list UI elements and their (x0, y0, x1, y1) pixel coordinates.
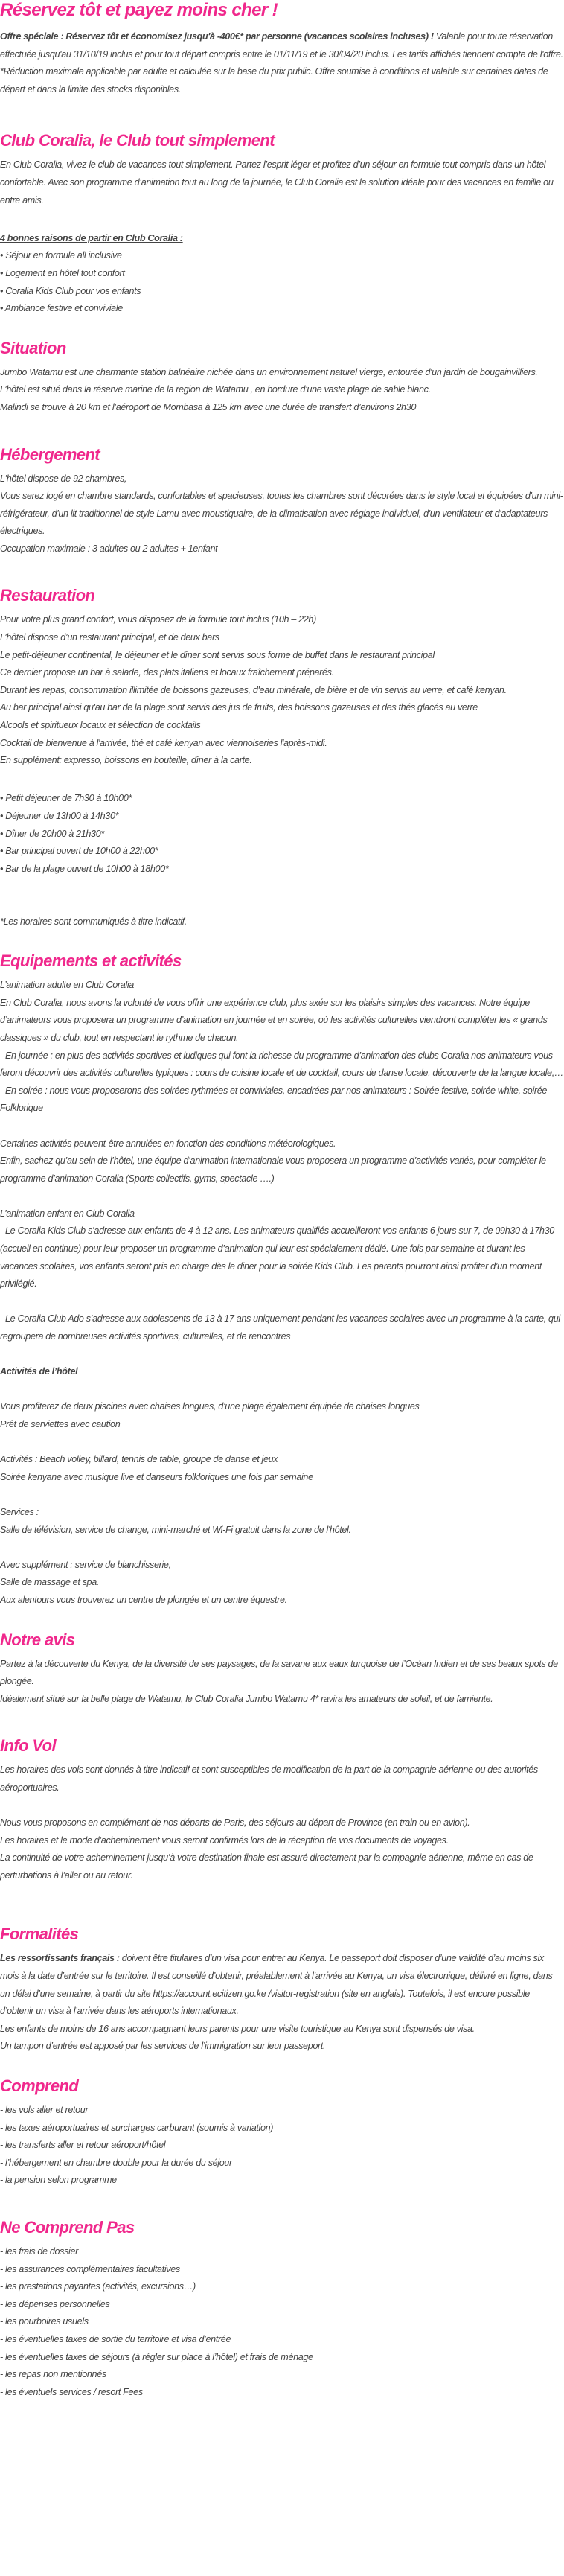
avis-line: Partez à la découverte du Kenya, de la diversité de ses paysages, de la savane aux eaux turquoise de l’Océan Indien et de ses beaux spots de plongée. (0, 1658, 558, 1687)
avis-section (0, 1629, 564, 1709)
club-title: Club Coralia, le Club tout simplement (0, 131, 275, 150)
offer-section (0, 0, 564, 98)
hebergement-section (0, 444, 564, 558)
list-item: • Logement en hôtel tout confort (0, 267, 125, 278)
equipements-kids-text: - Le Coralia Kids Club s’adresse aux enfants de 4 à 12 ans. Les animateurs qualifiés accueilleront vos enfants 6 jours sur 7, de 09h30 à 17h30 (accueil en continue) pour leur proposer un programme d’animation qui leur est spécialement dédié. Une fois par semaine et durant les vacances scolaires, vos enfants seront pris en charge dès le diner pour la soirée Kids Club. Les parents pourront ainsi profiter d’un moment privilégié. (0, 1225, 554, 1289)
restauration-line: Durant les repas, consommation illimitée de boissons gazeuses, d'eau minérale, de bière et de vin servis au verre, et café kenyan. (0, 684, 507, 695)
avis-line: Idéalement situé sur la belle plage de Watamu, le Club Coralia Jumbo Watamu 4* ravira les amateurs de soleil, et de farniente. (0, 1693, 493, 1704)
list-item: • Bar principal ouvert de 10h00 à 22h00* (0, 846, 158, 857)
offer-title: Réservez tôt et payez moins cher ! (0, 0, 278, 20)
ne-comprend-pas-section (0, 2216, 564, 2401)
infovol-line: La continuité de votre acheminement jusqu’à votre destination finale est assuré directement par la compagnie aérienne, même en cas de perturbations à l’aller ou au retour. (0, 1852, 533, 1881)
equipements-services-line: Services : (0, 1506, 39, 1517)
comprend-title: Comprend (0, 2076, 79, 2096)
equipements-adult-title: L’animation adulte en Club Coralia (0, 980, 134, 991)
equipements-supplement-line: Avec supplément : service de blanchisserie, (0, 1559, 171, 1570)
restauration-title: Restauration (0, 586, 95, 605)
offer-bold-lead: Offre spéciale : Réservez tôt et économisez jusqu'à -400€* par personne (vacances scolaires incluses) ! (0, 31, 434, 42)
list-item: • Bar de la plage ouvert de 10h00 à 18h00* (0, 863, 169, 874)
restauration-hours-list (0, 790, 564, 878)
comprend-section (0, 2075, 564, 2190)
formalites-section (0, 1923, 564, 2056)
hebergement-line: Occupation maximale : 3 adultes ou 2 adultes + 1enfant (0, 543, 218, 554)
comprend-list (0, 2102, 564, 2190)
restauration-line: L’hôtel dispose d’un restaurant principal, et de deux bars (0, 632, 219, 643)
equipements-activities-line: Soirée kenyane avec musique live et danseurs folkloriques une fois par semaine (0, 1471, 313, 1482)
equipements-adult-line: - En journée : en plus des activités sportives et ludiques qui font la richesse du programme d’animation des clubs Coralia nos animateurs vous feront découvrir des activités culturelles typiques : cours de cuisine locale et de cocktail, cours de danse locale, découverte de la langue locale,… (0, 1050, 564, 1079)
situation-section (0, 337, 564, 417)
offer-footnote: *Réduction maximale applicable par adulte et calculée sur la base du prix public. Offre soumise à conditions et valable sur certaines dates de départ et dans la limite des stocks disponibles. (0, 66, 548, 95)
equipements-activities-line: Activités : Beach volley, billard, tennis de table, groupe de danse et jeux (0, 1454, 278, 1465)
list-item: - les assurances complémentaires facultatives (0, 2263, 180, 2274)
formalites-bold-lead: Les ressortissants français : (0, 1953, 120, 1964)
equipements-pool-line: Prêt de serviettes avec caution (0, 1419, 121, 1429)
club-section (0, 130, 564, 317)
list-item: - l’hébergement en chambre double pour la durée du séjour (0, 2157, 232, 2168)
list-item: - les pourboires usuels (0, 2316, 89, 2327)
formalites-body: doivent être titulaires d’un visa pour entrer au Kenya. Le passeport doit disposer d’une validité d’au moins six mois à la date d’entrée sur le territoire. Il est conseillé d’obtenir, préalablement à l’arrivée au Kenya, un visa électronique, délivré en ligne, dans un délai d’une semaine, à partir du site https://account.ecitizen.go.ke /visitor-registration (site en anglais). Toutefois, il est encore possible d’obtenir un visa à l’arrivée dans les aéroports internationaux. (0, 1953, 553, 2017)
equipements-pool-line: Vous profiterez de deux piscines avec chaises longues, d’une plage également équipée de chaises longues (0, 1401, 420, 1412)
restauration-line: En supplément: expresso, boissons en bouteille, dîner à la carte. (0, 755, 252, 766)
hebergement-line: Vous serez logé en chambre standards, confortables et spacieuses, toutes les chambres sont décorées dans le style local et équipées d'un mini-réfrigérateur, d'un lit traditionnel de style Lamu avec moustiquaire, de la climatisation avec réglage individuel, d'un ventilateur et d'adaptateurs électriques. (0, 491, 563, 537)
infovol-section (0, 1735, 564, 1884)
list-item: • Ambiance festive et conviviale (0, 303, 123, 314)
restauration-footnote: *Les horaires sont communiqués à titre indicatif. (0, 916, 187, 927)
equipements-adult-line: En Club Coralia, nous avons la volonté de vous offrir une expérience club, plus axée sur les plaisirs simples des vacances. Notre équipe d’animateurs vous proposera un programme d’animation en journée et en soirée, où les activités culturelles viendront compléter les « grands classiques » du club, tout en respectant le rythme de chacun. (0, 997, 548, 1043)
restauration-line: Cocktail de bienvenue à l'arrivée, thé et café kenyan avec viennoiseries l'après-midi. (0, 737, 327, 748)
list-item: - les taxes aéroportuaires et surcharges carburant (soumis à variation) (0, 2122, 274, 2133)
equipements-supplement-line: Salle de massage et spa. (0, 1577, 100, 1588)
list-item: • Déjeuner de 13h00 à 14h30* (0, 811, 119, 821)
formalites-line: Un tampon d’entrée est apposé par les services de l’immigration sur leur passeport. (0, 2041, 326, 2052)
restauration-line: Le petit-déjeuner continental, le déjeuner et le dîner sont servis sous forme de buffet dans le restaurant principal (0, 649, 435, 660)
restauration-line: Pour votre plus grand confort, vous disposez de la formule tout inclus (10h – 22h) (0, 614, 316, 625)
infovol-line: Les horaires et le mode d’acheminement vous seront confirmés lors de la réception de vos documents de voyages. (0, 1834, 449, 1846)
formalites-line: Les enfants de moins de 16 ans accompagnant leurs parents pour une visite touristique au Kenya sont dispensés de visa. (0, 2023, 475, 2034)
restauration-line: Ce dernier propose un bar à salade, des plats italiens et locaux fraîchement préparés. (0, 667, 334, 678)
equipements-ado-text: - Le Coralia Club Ado s’adresse aux adolescents de 13 à 17 ans uniquement pendant les vacances scolaires avec un programme à la carte, qui regroupera de nombreuses activités sportives, culturelles, et de rencontres (0, 1313, 560, 1342)
equipements-supplement-line: Aux alentours vous trouverez un centre de plongée et un centre équestre. (0, 1594, 287, 1605)
list-item: • Dîner de 20h00 à 21h30* (0, 828, 104, 839)
formalites-text (0, 1950, 564, 2020)
offer-body: Valable pour toute réservation effectuée jusqu'au 31/10/19 inclus et pour tout départ compris entre le 01/11/19 et le 30/04/20 inclus. Les tarifs affichés tiennent compte de l'offre. (0, 31, 563, 60)
club-reasons-list (0, 247, 564, 317)
equipements-kids-title: L’animation enfant en Club Coralia (0, 1208, 135, 1219)
equipements-services-line: Salle de télévision, service de change, mini-marché et Wi-Fi gratuit dans la zone de l'hôtel. (0, 1524, 351, 1535)
situation-line: Jumbo Watamu est une charmante station balnéaire nichée dans un environnement naturel vierge, entourée d'un jardin de bougainvilliers. (0, 366, 538, 377)
equipements-weather-line: Enfin, sachez qu’au sein de l’hôtel, une équipe d’animation internationale vous proposera un programme d’activités variés, pour compléter le programme d’animation Coralia (Sports collectifs, gyms, spectacle ….) (0, 1155, 546, 1184)
restauration-section (0, 584, 564, 931)
club-intro: En Club Coralia, vivez le club de vacances tout simplement. Partez l’esprit léger et profitez d’un séjour en formule tout compris dans un hôtel confortable. Avec son programme d’animation tout au long de la journée, le Club Coralia est la solution idéale pour des vacances en famille ou entre amis. (0, 159, 554, 205)
infovol-para: Les horaires des vols sont donnés à titre indicatif et sont susceptibles de modification de la part de la compagnie aérienne ou des autorités aéroportuaires. (0, 1764, 538, 1793)
list-item: • Coralia Kids Club pour vos enfants (0, 285, 141, 296)
situation-line: L’hôtel est situé dans la réserve marine de la region de Watamu , en bordure d’une vaste plage de sable blanc. (0, 384, 431, 395)
list-item: • Petit déjeuner de 7h30 à 10h00* (0, 793, 132, 804)
list-item: - la pension selon programme (0, 2175, 117, 2186)
offer-text (0, 28, 564, 63)
infovol-line: Nous vous proposons en complément de nos départs de Paris, des séjours au départ de Province (en train ou en avion). (0, 1817, 470, 1829)
list-item: - les dépenses personnelles (0, 2298, 110, 2309)
situation-title: Situation (0, 338, 66, 357)
list-item: - les prestations payantes (activités, excursions…) (0, 2281, 196, 2292)
equipements-section (0, 950, 564, 1609)
situation-line: Malindi se trouve à 20 km et l’aéroport de Mombasa à 125 km avec une durée de transfert d’environs 2h30 (0, 401, 416, 412)
list-item: - les éventuelles taxes de sortie du territoire et visa d’entrée (0, 2333, 231, 2344)
list-item: - les éventuels services / resort Fees (0, 2386, 143, 2397)
equipements-weather-line: Certaines activités peuvent-être annulées en fonction des conditions météorologiques. (0, 1138, 336, 1149)
equipements-adult-line: - En soirée : nous vous proposerons des soirées rythmées et conviviales, encadrées par nos animateurs : Soirée festive, soirée white, soirée Folklorique (0, 1085, 548, 1114)
restauration-line: Alcools et spiritueux locaux et sélection de cocktails (0, 720, 201, 731)
equipements-hotel-title: Activités de l’hôtel (0, 1366, 78, 1377)
hebergement-line: L'hôtel dispose de 92 chambres, (0, 473, 127, 484)
club-reasons-title: 4 bonnes raisons de partir en Club Coralia : (0, 232, 183, 243)
list-item: - les frais de dossier (0, 2246, 78, 2257)
formalites-title: Formalités (0, 1925, 79, 1944)
list-item: - les transferts aller et retour aéroport/hôtel (0, 2140, 166, 2151)
avis-title: Notre avis (0, 1630, 75, 1649)
equipements-title: Equipements et activités (0, 951, 182, 971)
list-item: - les vols aller et retour (0, 2105, 89, 2116)
ne-comprend-pas-list (0, 2243, 564, 2401)
infovol-title: Info Vol (0, 1736, 57, 1756)
list-item: • Séjour en formule all inclusive (0, 250, 122, 261)
ne-comprend-pas-title: Ne Comprend Pas (0, 2218, 135, 2237)
restauration-line: Au bar principal ainsi qu'au bar de la plage sont servis des jus de fruits, des boissons gazeuses et des thés glacés au verre (0, 702, 478, 713)
hebergement-title: Hébergement (0, 444, 100, 464)
list-item: - les repas non mentionnés (0, 2369, 106, 2380)
list-item: - les éventuelles taxes de séjours (à régler sur place à l’hôtel) et frais de ménage (0, 2351, 313, 2362)
